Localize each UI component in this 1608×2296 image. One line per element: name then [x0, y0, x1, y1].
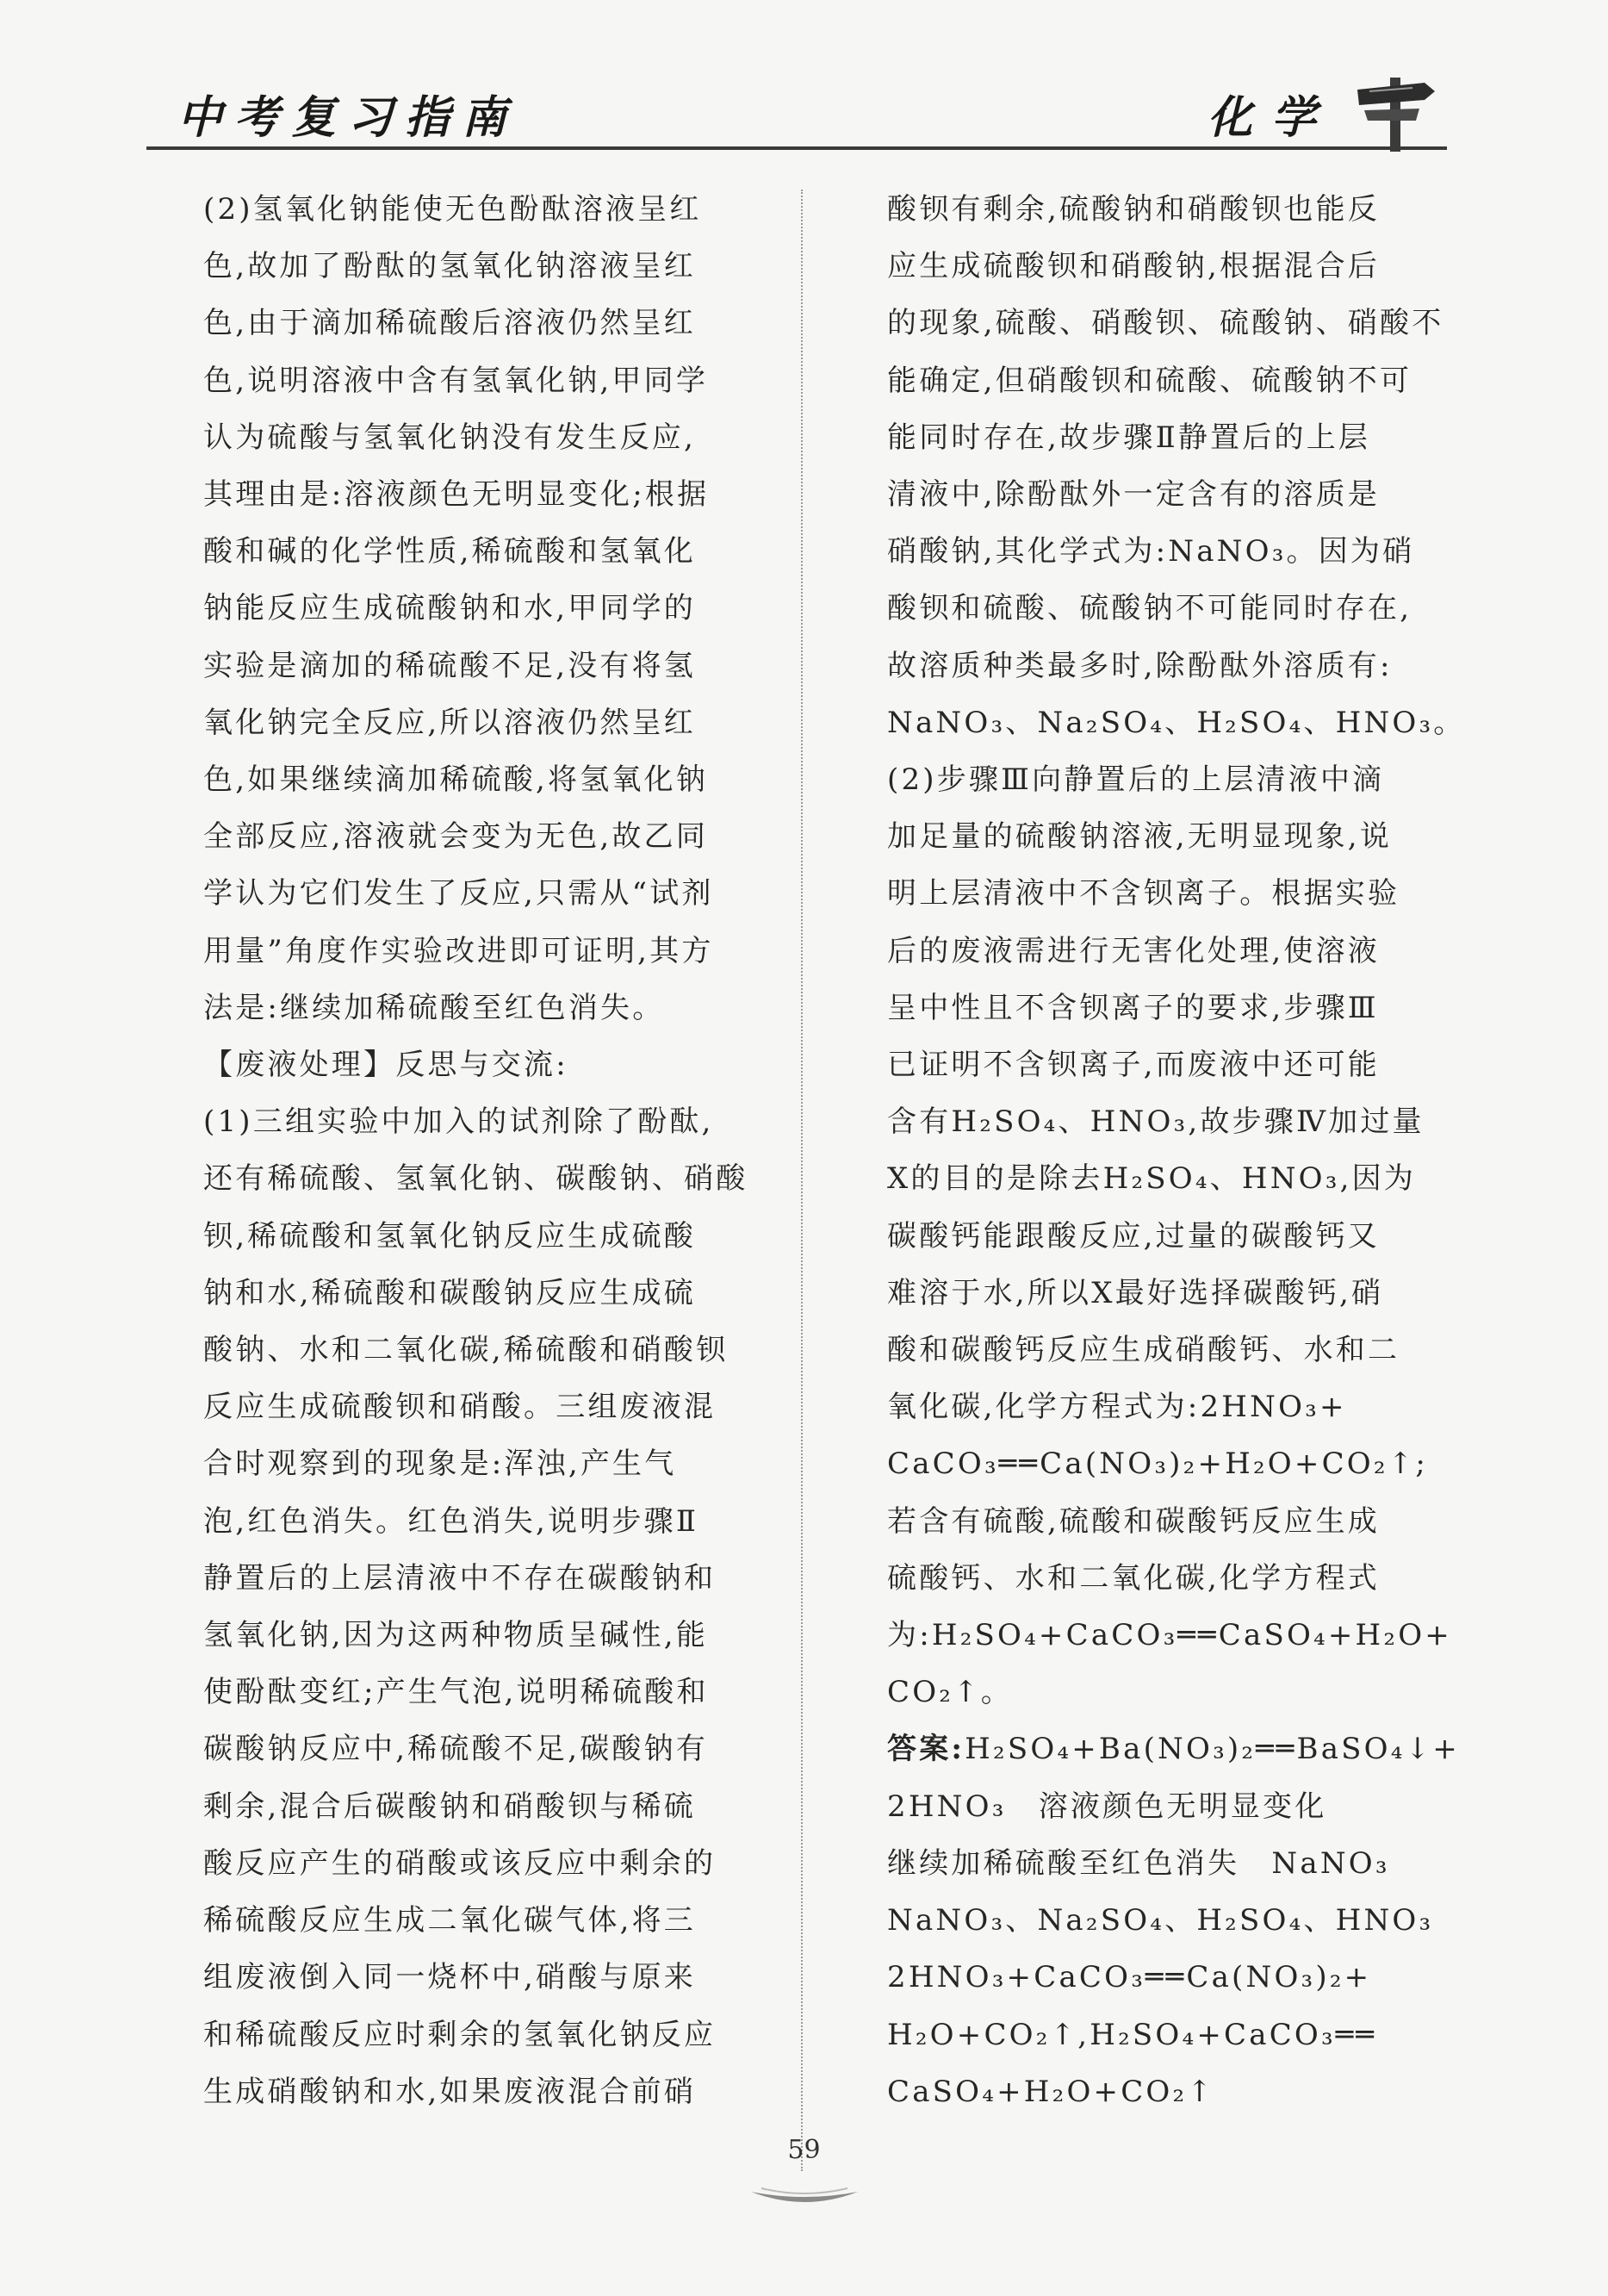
- right-column: [887, 181, 1466, 2120]
- text-line: 碳酸钠反应中,稀硫酸不足,碳酸钠有: [203, 1732, 709, 1767]
- text-line: 若含有硫酸,硫酸和碳酸钙反应生成: [887, 1503, 1381, 1539]
- text-line: 酸钡和硫酸、硫酸钠不可能同时存在,: [887, 591, 1412, 626]
- text-line: X的目的是除去H₂SO₄、HNO₃,因为: [887, 1161, 1416, 1197]
- text-line: 稀硫酸反应生成二氧化碳气体,将三: [203, 1903, 697, 1938]
- text-line: 应生成硫酸钡和硝酸钠,根据混合后: [887, 249, 1381, 284]
- answer-line: 2HNO₃+CaCO₃══Ca(NO₃)₂+: [887, 1960, 1372, 1995]
- text-line: 含有H₂SO₄、HNO₃,故步骤Ⅳ加过量: [887, 1104, 1425, 1140]
- signpost-icon: [1352, 71, 1438, 153]
- text-line: 实验是滴加的稀硫酸不足,没有将氢: [203, 648, 697, 683]
- text-line: 钡,稀硫酸和氢氧化钠反应生成硫酸: [203, 1218, 697, 1254]
- page-header: [146, 76, 1447, 153]
- text-line: 学认为它们发生了反应,只需从“试剂: [203, 876, 714, 912]
- text-line: 清液中,除酚酞外一定含有的溶质是: [887, 477, 1381, 513]
- text-line: 能同时存在,故步骤Ⅱ静置后的上层: [887, 420, 1371, 455]
- text-line: (1)三组实验中加入的试剂除了酚酞,: [203, 1104, 714, 1140]
- text-line: 用量”角度作实验改进即可证明,其方: [203, 933, 714, 968]
- text-line: 生成硝酸钠和水,如果废液混合前硝: [203, 2074, 697, 2109]
- text-line: 酸钡有剩余,硫酸钠和硝酸钡也能反: [887, 192, 1381, 227]
- answer-line: H₂O+CO₂↑,H₂SO₄+CaCO₃══: [887, 2017, 1377, 2052]
- text-line: 静置后的上层清液中不存在碳酸钠和: [203, 1560, 717, 1596]
- text-line: 使酚酞变红;产生气泡,说明稀硫酸和: [203, 1675, 709, 1710]
- text-line: 合时观察到的现象是:浑浊,产生气: [203, 1447, 677, 1482]
- answer-line: [887, 1720, 1460, 1777]
- text-line: 组废液倒入同一烧杯中,硝酸与原来: [203, 1960, 697, 1995]
- page-number: 59: [787, 2135, 821, 2165]
- text-line: 明上层清液中不含钡离子。根据实验: [887, 876, 1400, 912]
- text-line: (2)步骤Ⅲ向静置后的上层清液中滴: [887, 762, 1385, 798]
- answer-line: 继续加稀硫酸至红色消失 NaNO₃: [887, 1845, 1390, 1881]
- text-line: 和稀硫酸反应时剩余的氢氧化钠反应: [203, 2017, 717, 2052]
- text-line: 为:H₂SO₄+CaCO₃══CaSO₄+H₂O+: [887, 1618, 1452, 1653]
- text-line: 全部反应,溶液就会变为无色,故乙同: [203, 819, 709, 855]
- text-line: 硫酸钙、水和二氧化碳,化学方程式: [887, 1560, 1381, 1596]
- text-line: 认为硫酸与氢氧化钠没有发生反应,: [203, 420, 697, 455]
- text-line: 硝酸钠,其化学式为:NaNO₃。因为硝: [887, 534, 1415, 569]
- answer-line: NaNO₃、Na₂SO₄、H₂SO₄、HNO₃: [887, 1903, 1434, 1938]
- text-line: 后的废液需进行无害化处理,使溶液: [887, 933, 1381, 968]
- text-line: 法是:继续加稀硫酸至红色消失。: [203, 990, 665, 1025]
- header-divider: [146, 146, 1447, 150]
- section-heading: 【废液处理】反思与交流:: [203, 1048, 568, 1083]
- text-line: 还有稀硫酸、氢氧化钠、碳酸钠、硝酸: [203, 1161, 748, 1197]
- text-line: CO₂↑。: [887, 1675, 1014, 1710]
- text-line: 酸和碱的化学性质,稀硫酸和氢氧化: [203, 534, 697, 569]
- text-line: 已证明不含钡离子,而废液中还可能: [887, 1048, 1381, 1083]
- text-line: 色,由于滴加稀硫酸后溶液仍然呈红: [203, 306, 697, 341]
- text-line: 加足量的硫酸钠溶液,无明显现象,说: [887, 819, 1393, 855]
- answer-line: 2HNO₃ 溶液颜色无明显变化: [887, 1789, 1327, 1824]
- text-line: 难溶于水,所以X最好选择碳酸钙,硝: [887, 1275, 1384, 1310]
- text-line: 其理由是:溶液颜色无明显变化;根据: [203, 477, 710, 513]
- text-line: NaNO₃、Na₂SO₄、H₂SO₄、HNO₃。: [887, 705, 1466, 740]
- text-line: 色,故加了酚酞的氢氧化钠溶液呈红: [203, 249, 697, 284]
- text-line: 酸反应产生的硝酸或该反应中剩余的: [203, 1845, 717, 1881]
- text-line: 呈中性且不含钡离子的要求,步骤Ⅲ: [887, 990, 1379, 1025]
- answer-line: CaSO₄+H₂O+CO₂↑: [887, 2074, 1215, 2109]
- text-line: 的现象,硫酸、硝酸钡、硫酸钠、硝酸不: [887, 306, 1444, 341]
- text-line: 氢氧化钠,因为这两种物质呈碱性,能: [203, 1618, 709, 1653]
- text-line: 钠能反应生成硫酸钠和水,甲同学的: [203, 591, 697, 626]
- text-line: 故溶质种类最多时,除酚酞外溶质有:: [887, 648, 1393, 683]
- left-column: [203, 181, 767, 2120]
- text-line: 能确定,但硝酸钡和硫酸、硫酸钠不可: [887, 363, 1412, 398]
- column-divider: [801, 190, 803, 2171]
- answer-text: H₂SO₄+Ba(NO₃)₂══BaSO₄↓+: [965, 1732, 1460, 1767]
- text-line: (2)氢氧化钠能使无色酚酞溶液呈红: [203, 192, 702, 227]
- text-line: 泡,红色消失。红色消失,说明步骤Ⅱ: [203, 1503, 699, 1539]
- text-line: 酸钠、水和二氧化碳,稀硫酸和硝酸钡: [203, 1333, 729, 1368]
- page-ornament-icon: [744, 2154, 865, 2206]
- text-line: 氧化碳,化学方程式为:2HNO₃+: [887, 1390, 1347, 1425]
- text-line: 剩余,混合后碳酸钠和硝酸钡与稀硫: [203, 1789, 697, 1824]
- text-line: 碳酸钙能跟酸反应,过量的碳酸钙又: [887, 1218, 1381, 1254]
- text-line: 色,如果继续滴加稀硫酸,将氢氧化钠: [203, 762, 709, 798]
- text-line: 反应生成硫酸钡和硝酸。三组废液混: [203, 1390, 717, 1425]
- subject-title: 化学: [1207, 91, 1335, 144]
- answer-label: 答案:: [887, 1732, 965, 1767]
- text-line: 氧化钠完全反应,所以溶液仍然呈红: [203, 705, 697, 740]
- text-line: 酸和碳酸钙反应生成硝酸钙、水和二: [887, 1333, 1400, 1368]
- book-title: 中考复习指南: [177, 91, 519, 144]
- text-line: CaCO₃══Ca(NO₃)₂+H₂O+CO₂↑;: [887, 1447, 1429, 1482]
- text-line: 色,说明溶液中含有氢氧化钠,甲同学: [203, 363, 709, 398]
- text-line: 钠和水,稀硫酸和碳酸钠反应生成硫: [203, 1275, 697, 1310]
